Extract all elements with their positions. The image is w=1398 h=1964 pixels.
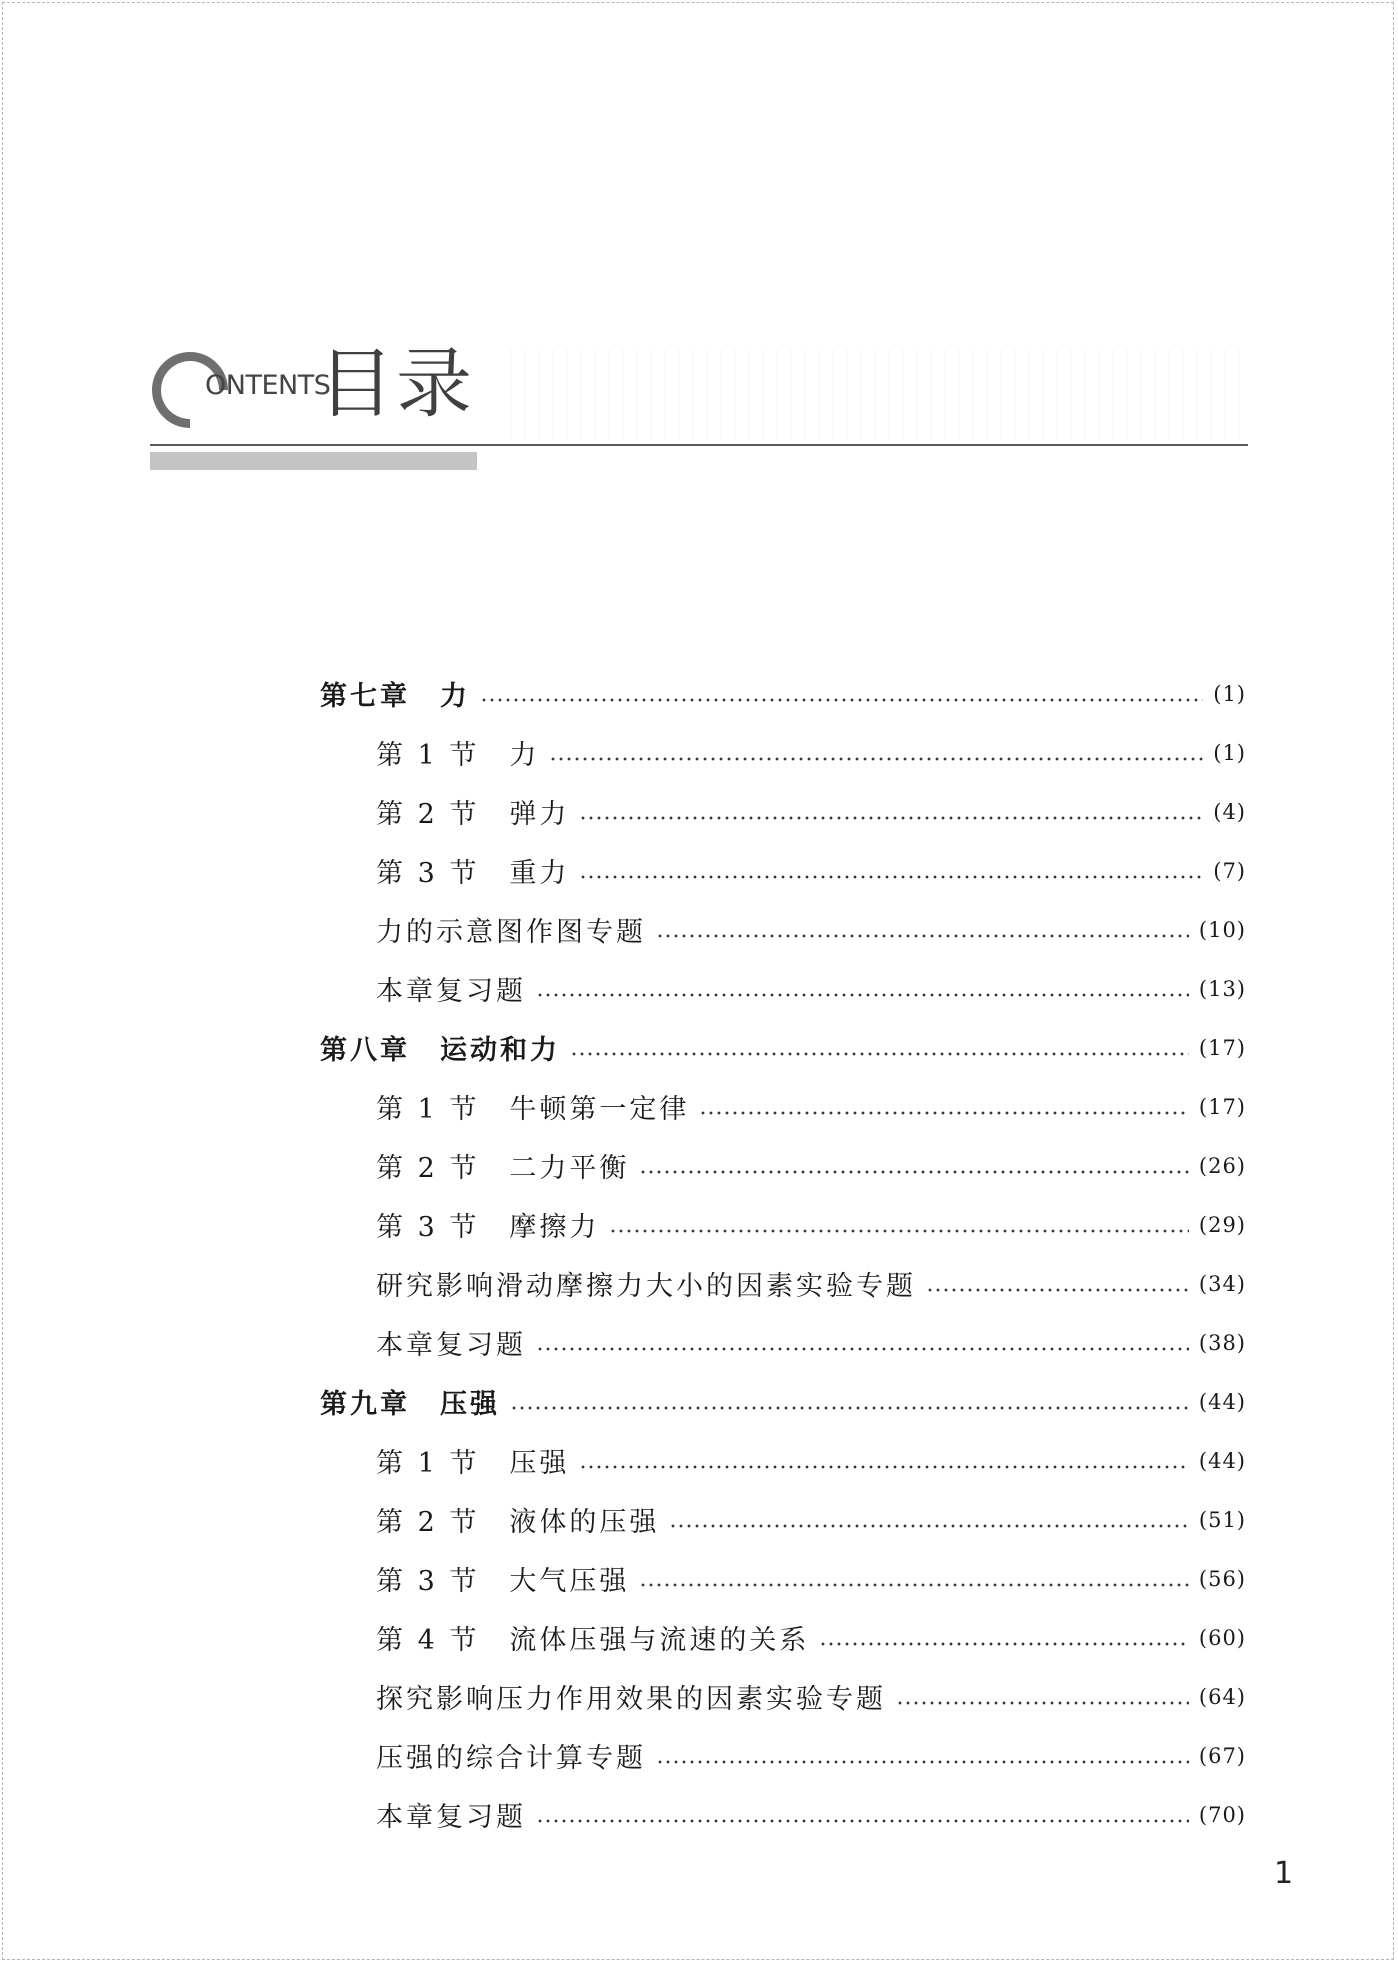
toc-entry-page: (17) [1198, 1094, 1246, 1119]
toc-dot-leader [669, 1524, 1189, 1528]
toc-entry-page: (13) [1198, 976, 1246, 1001]
toc-entry-page: (44) [1198, 1389, 1246, 1414]
toc-entry-title [376, 1264, 916, 1303]
toc-entry-subtitle: 压强 [509, 1448, 570, 1479]
toc-dot-leader [579, 1465, 1189, 1469]
toc-entry-page: (17) [1198, 1035, 1246, 1060]
toc-entry-page: (26) [1198, 1153, 1246, 1178]
toc-entry-page: (29) [1198, 1212, 1246, 1237]
toc-dot-leader [699, 1111, 1189, 1115]
toc-entry-page: (1) [1213, 740, 1246, 765]
toc-entry-title [376, 1500, 659, 1539]
toc-dot-leader [480, 698, 1203, 702]
toc-entry-subtitle: 流体压强与流速的关系 [509, 1625, 810, 1656]
toc-entry-page: (51) [1198, 1507, 1246, 1532]
toc-entry-page: (67) [1198, 1743, 1246, 1768]
toc-entry-title [376, 1441, 569, 1480]
toc-entry-page: (4) [1213, 799, 1246, 824]
toc-entry-page: (34) [1198, 1271, 1246, 1296]
page-title: 目录 [318, 339, 474, 428]
toc-entry-title [320, 1382, 500, 1421]
toc-entry-subtitle: 液体的压强 [509, 1507, 660, 1538]
toc-entry-label: 本章复习题 [376, 1330, 526, 1361]
toc-entry-label: 第 1 节 [376, 1094, 480, 1125]
toc-entry-label: 本章复习题 [376, 976, 526, 1007]
toc-entry-label: 本章复习题 [376, 1802, 526, 1833]
toc-entry-label: 压强的综合计算专题 [376, 1743, 646, 1774]
toc-entry[interactable] [320, 1785, 1246, 1844]
toc-entry-label: 力的示意图作图专题 [376, 917, 646, 948]
toc-entry[interactable] [320, 1608, 1246, 1667]
toc-entry-page: (70) [1198, 1802, 1246, 1827]
toc-entry[interactable] [320, 1372, 1246, 1431]
toc-dot-leader [549, 757, 1203, 761]
toc-entry-page: (64) [1198, 1684, 1246, 1709]
toc-entry-label: 探究影响压力作用效果的因素实验专题 [376, 1684, 886, 1715]
toc-entry-page: (56) [1198, 1566, 1246, 1591]
header-stripe-pattern [510, 350, 1248, 440]
toc-dot-leader [510, 1406, 1189, 1410]
toc-entry-label: 第 1 节 [376, 740, 480, 771]
toc-entry-title [376, 1736, 646, 1775]
toc-entry-label: 第八章 [320, 1035, 410, 1066]
toc-entry-subtitle: 大气压强 [509, 1566, 630, 1597]
toc-entry-title [376, 1146, 629, 1185]
toc-dot-leader [536, 993, 1189, 997]
toc-entry-title [320, 1028, 560, 1067]
toc-dot-leader [579, 816, 1203, 820]
toc-entry-page: (38) [1198, 1330, 1246, 1355]
toc-entry-label: 第 3 节 [376, 858, 480, 889]
toc-entry-title [376, 733, 539, 772]
toc-entry[interactable] [320, 1726, 1246, 1785]
toc-entry-label: 第 2 节 [376, 799, 480, 830]
toc-entry[interactable] [320, 1313, 1246, 1372]
contents-header [150, 340, 1248, 470]
toc-dot-leader [656, 934, 1189, 938]
contents-logo-text: ONTENTS [205, 370, 331, 401]
toc-entry[interactable] [320, 1195, 1246, 1254]
toc-entry[interactable] [320, 664, 1246, 723]
toc-dot-leader [639, 1170, 1189, 1174]
toc-dot-leader [536, 1819, 1189, 1823]
toc-dot-leader [570, 1052, 1189, 1056]
toc-entry[interactable] [320, 900, 1246, 959]
toc-entry[interactable] [320, 1136, 1246, 1195]
toc-entry-page: (1) [1213, 681, 1246, 706]
toc-entry-label: 第九章 [320, 1389, 410, 1420]
toc-entry-title [376, 1795, 526, 1834]
toc-entry[interactable] [320, 1018, 1246, 1077]
toc-dot-leader [609, 1229, 1189, 1233]
toc-entry[interactable] [320, 959, 1246, 1018]
toc-entry[interactable] [320, 1254, 1246, 1313]
toc-entry-label: 第 1 节 [376, 1448, 480, 1479]
toc-entry-page: (44) [1198, 1448, 1246, 1473]
toc-entry-title [376, 1323, 526, 1362]
table-of-contents [320, 664, 1246, 1844]
toc-entry-title [376, 1677, 886, 1716]
toc-entry-label: 第 2 节 [376, 1507, 480, 1538]
toc-entry[interactable] [320, 841, 1246, 900]
toc-entry-subtitle: 摩擦力 [509, 1212, 600, 1243]
toc-entry-label: 第 4 节 [376, 1625, 480, 1656]
toc-entry-title [376, 910, 646, 949]
toc-entry-page: (7) [1213, 858, 1246, 883]
toc-entry-subtitle: 力 [509, 740, 540, 771]
toc-entry-subtitle: 力 [440, 681, 470, 712]
header-accent-bar [150, 452, 477, 470]
toc-dot-leader [579, 875, 1203, 879]
toc-entry-label: 研究影响滑动摩擦力大小的因素实验专题 [376, 1271, 916, 1302]
toc-entry-label: 第七章 [320, 681, 410, 712]
toc-dot-leader [896, 1701, 1189, 1705]
toc-entry-title [376, 969, 526, 1008]
toc-entry-subtitle: 压强 [440, 1389, 500, 1420]
toc-dot-leader [819, 1642, 1189, 1646]
toc-entry-subtitle: 重力 [509, 858, 570, 889]
toc-dot-leader [639, 1583, 1189, 1587]
toc-entry-subtitle: 牛顿第一定律 [509, 1094, 690, 1125]
toc-entry[interactable] [320, 1077, 1246, 1136]
toc-entry[interactable] [320, 1667, 1246, 1726]
toc-entry-title [376, 1559, 629, 1598]
toc-entry-title [376, 1618, 809, 1657]
toc-entry-title [376, 1205, 599, 1244]
toc-entry-label: 第 2 节 [376, 1153, 480, 1184]
toc-dot-leader [656, 1760, 1189, 1764]
toc-entry[interactable] [320, 1490, 1246, 1549]
toc-entry-subtitle: 二力平衡 [509, 1153, 630, 1184]
toc-entry-subtitle: 弹力 [509, 799, 570, 830]
page-number: 1 [1274, 1856, 1294, 1891]
toc-entry[interactable] [320, 1549, 1246, 1608]
toc-entry-title [376, 851, 569, 890]
header-divider [150, 444, 1248, 446]
toc-entry[interactable] [320, 782, 1246, 841]
toc-dot-leader [926, 1288, 1189, 1292]
toc-entry-label: 第 3 节 [376, 1212, 480, 1243]
toc-entry[interactable] [320, 723, 1246, 782]
toc-entry-subtitle: 运动和力 [440, 1035, 560, 1066]
toc-entry-title [376, 792, 569, 831]
toc-entry-title [376, 1087, 689, 1126]
toc-entry-page: (10) [1198, 917, 1246, 942]
toc-entry-page: (60) [1198, 1625, 1246, 1650]
toc-entry[interactable] [320, 1431, 1246, 1490]
toc-entry-title [320, 674, 470, 713]
toc-dot-leader [536, 1347, 1189, 1351]
toc-entry-label: 第 3 节 [376, 1566, 480, 1597]
